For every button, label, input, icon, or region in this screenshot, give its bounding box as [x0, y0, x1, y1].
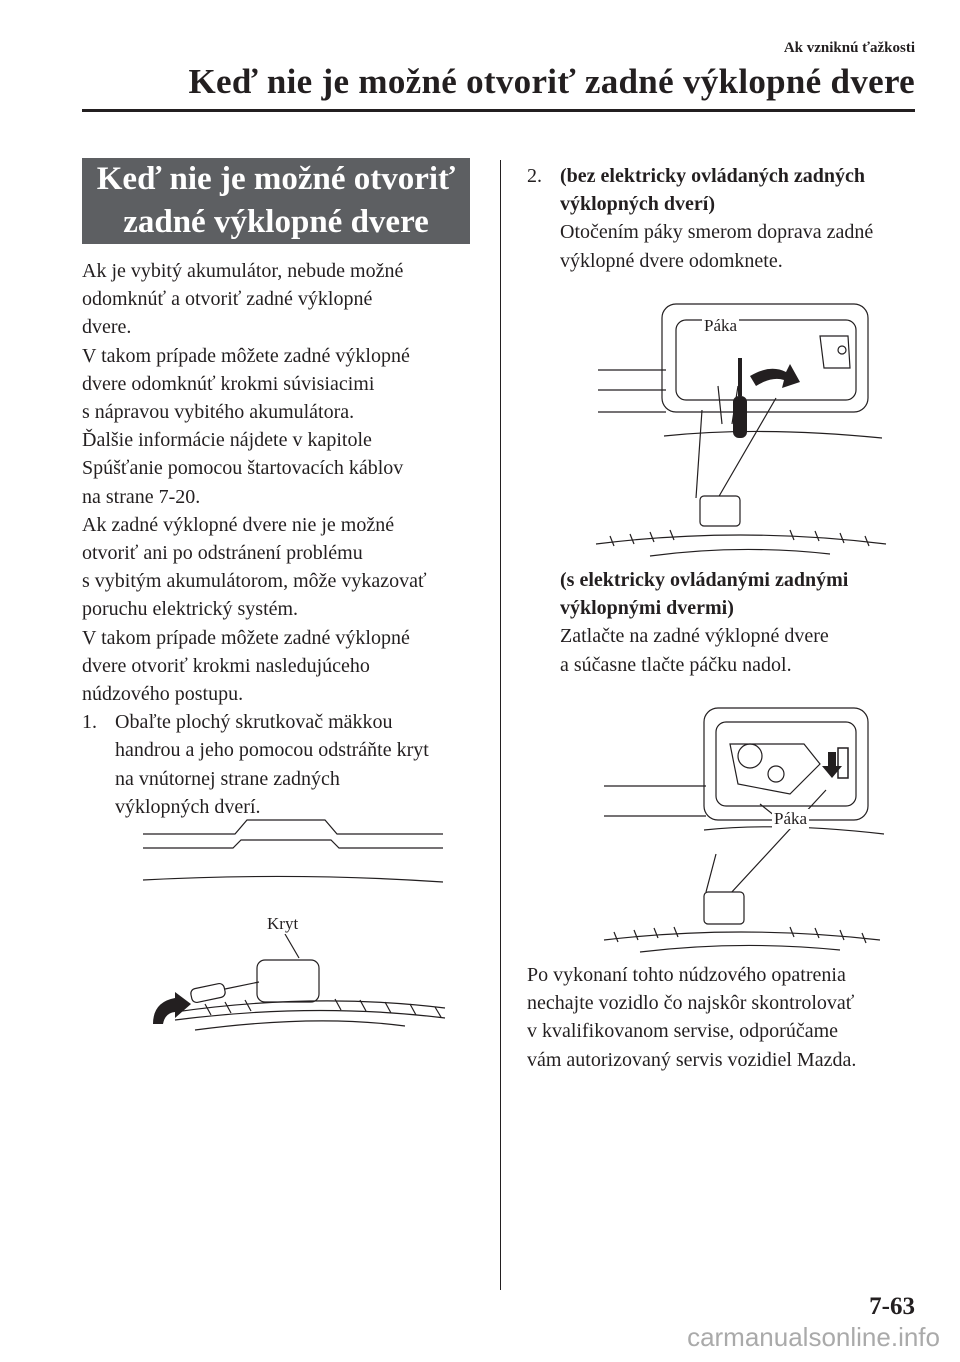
- body-line: odomknúť a otvoriť zadné výklopné: [82, 288, 373, 311]
- electric-line: Zatlačte na zadné výklopné dvere: [560, 625, 829, 648]
- step-1-line: Obaľte plochý skrutkovač mäkkou: [115, 711, 393, 734]
- page-reference: na strane 7-20.: [82, 485, 201, 508]
- electric-heading: výklopnými dvermi): [560, 597, 734, 620]
- figure-lever-electric: [600, 704, 890, 954]
- step-2-heading: (bez elektricky ovládaných zadných: [560, 165, 865, 187]
- section-title-line-2: zadné výklopné dvere: [123, 204, 429, 240]
- section-header: Ak vzniknú ťažkosti: [783, 40, 915, 56]
- electric-line: a súčasne tlačte páčku nadol.: [560, 653, 792, 676]
- electric-tailgate-instructions: [527, 566, 927, 679]
- lever-manual-illustration: [590, 298, 890, 558]
- step-1-number: 1.: [82, 711, 97, 734]
- body-line: dvere otvoriť krokmi nasledujúceho: [82, 654, 370, 677]
- step-2-line: Otočením páky smerom doprava zadné: [560, 221, 874, 244]
- section-title-line-1: Keď nie je možné otvoriť: [96, 161, 456, 197]
- body-line: dvere.: [82, 316, 132, 339]
- step-2-line: výklopné dvere odomknete.: [560, 249, 783, 272]
- closing-line: v kvalifikovanom servise, odporúčame: [527, 1020, 839, 1043]
- body-line: otvoriť ani po odstránení problému: [82, 542, 363, 565]
- step-2-heading: výklopných dverí): [560, 193, 716, 216]
- page-header-title: Keď nie je možné otvoriť zadné výklopné dvere: [188, 62, 915, 101]
- figure-3-label: Páka: [774, 809, 808, 828]
- step-1: [82, 708, 492, 821]
- body-line: núdzového postupu.: [82, 683, 244, 706]
- figure-1-label: Kryt: [267, 914, 299, 933]
- body-line: poruchu elektrický systém.: [82, 598, 299, 621]
- step-1-line: na vnútornej strane zadných: [115, 767, 340, 790]
- page-number: 7-63: [869, 1293, 915, 1320]
- step-1-line: výklopných dverí.: [115, 795, 261, 818]
- step-2: [527, 162, 927, 275]
- body-line: Spúšťanie pomocou štartovacích káblov: [82, 457, 404, 480]
- body-line: Ak je vybitý akumulátor, nebude možné: [82, 260, 404, 282]
- body-line: dvere odomknúť krokmi súvisiacimi: [82, 372, 375, 395]
- body-line: Ak zadné výklopné dvere nie je možné: [82, 513, 395, 536]
- body-line: V takom prípade môžete zadné výklopné: [82, 344, 410, 367]
- figure-2-label: Páka: [704, 316, 738, 335]
- site-watermark: carmanualsonline.info: [687, 1322, 940, 1352]
- body-line: s vybitým akumulátorom, môže vykazovať: [82, 570, 427, 593]
- body-line: V takom prípade môžete zadné výklopné: [82, 626, 410, 649]
- electric-heading: (s elektricky ovládanými zadnými: [560, 569, 849, 591]
- figure-lever-manual: [590, 298, 890, 558]
- body-line: Ďalšie informácie nájdete v kapitole: [82, 429, 372, 452]
- left-column: [82, 257, 492, 821]
- lever-electric-illustration: [600, 704, 890, 954]
- column-divider: [500, 160, 501, 1290]
- body-line: s nápravou vybitého akumulátora.: [82, 401, 355, 424]
- header-rule: [82, 109, 915, 112]
- closing-paragraph: [527, 961, 927, 1074]
- step-2-number: 2.: [527, 165, 542, 187]
- step-1-line: handrou a jeho pomocou odstráňte kryt: [115, 739, 429, 762]
- section-title-box: [82, 158, 470, 244]
- closing-line: vám autorizovaný servis vozidiel Mazda.: [527, 1048, 857, 1071]
- figure-cover-removal: [135, 812, 455, 1042]
- closing-line: Po vykonaní tohto núdzového opatrenia: [527, 964, 846, 986]
- closing-line: nechajte vozidlo čo najskôr skontrolovať: [527, 992, 855, 1015]
